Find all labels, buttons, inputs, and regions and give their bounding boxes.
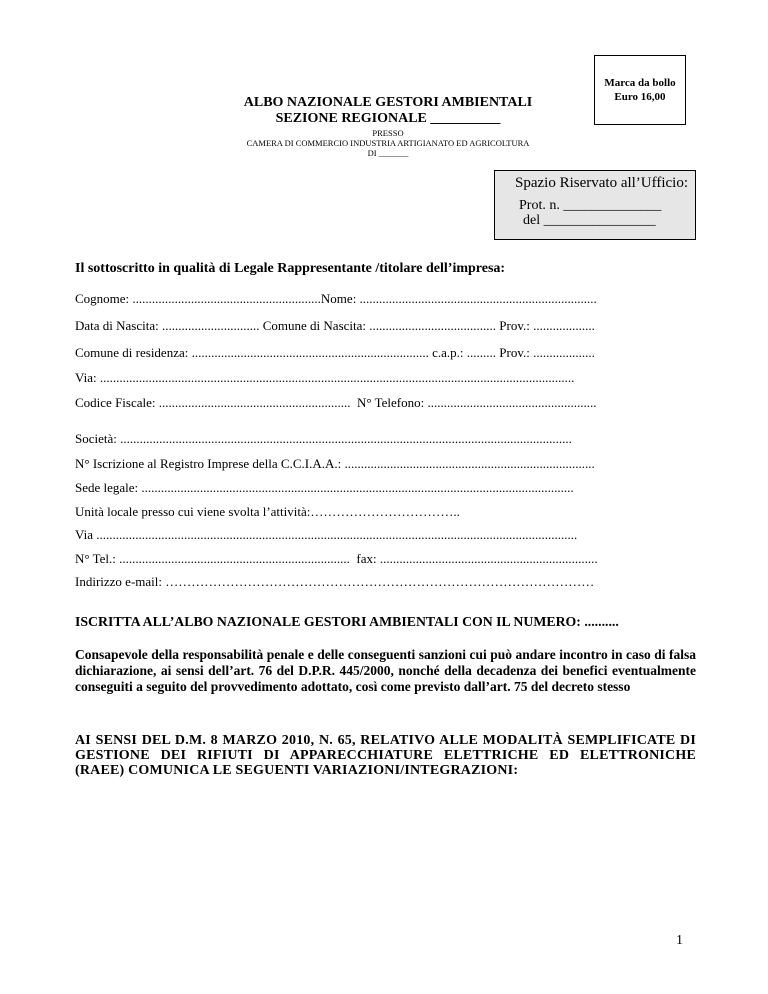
field-prov-residenza[interactable]: Prov.: ................... xyxy=(499,345,595,360)
field-prov-nascita[interactable]: Prov.: ................... xyxy=(499,318,595,333)
stamp-line-2: Euro 16,00 xyxy=(614,91,666,103)
row-cognome-nome xyxy=(75,291,695,307)
stamp-line-1: Marca da bollo xyxy=(604,77,676,89)
field-sede-legale[interactable]: Sede legale: ..................................................................................................................................... xyxy=(75,480,574,495)
field-cognome[interactable]: Cognome: .......................................................... xyxy=(75,291,321,306)
field-via[interactable]: Via: .................................................................................................................................................. xyxy=(75,370,575,385)
row-cf-telefono xyxy=(75,395,695,411)
field-societa[interactable]: Società: ........................................................................................................................................... xyxy=(75,431,572,446)
office-del: del ________________ xyxy=(523,213,656,228)
field-comune-residenza[interactable]: Comune di residenza: ......................................................................... xyxy=(75,345,429,360)
office-title: Spazio Riservato all’Ufficio: xyxy=(515,175,689,191)
field-data-nascita[interactable]: Data di Nascita: .............................. xyxy=(75,318,260,333)
field-telefono[interactable]: N° Telefono: .................................................... xyxy=(357,395,597,410)
field-unita-locale[interactable]: Unità locale presso cui viene svolta l’attività:…………………………….. xyxy=(75,504,460,519)
header-di: DI _______ xyxy=(367,148,409,158)
header-presso: PRESSO xyxy=(372,128,404,138)
field-fax[interactable]: fax: ................................................................... xyxy=(356,551,598,566)
field-via-unita[interactable]: Via .................................................................................................................................................... xyxy=(75,527,578,542)
stamp-box xyxy=(594,55,686,125)
office-prot: Prot. n. ______________ xyxy=(519,198,662,213)
intro-text: Il sottoscritto in qualità di Legale Rappresentante /titolare dell’impresa: xyxy=(75,261,506,276)
header-camera: CAMERA DI COMMERCIO INDUSTRIA ARTIGIANATO ED AGRICOLTURA xyxy=(246,138,530,148)
row-tel-fax xyxy=(75,551,695,567)
field-iscrizione-registro[interactable]: N° Iscrizione al Registro Imprese della C.C.I.A.A.: ............................................................................. xyxy=(75,456,595,471)
row-residenza xyxy=(75,345,695,361)
iscritta-statement: ISCRITTA ALL’ALBO NAZIONALE GESTORI AMBIENTALI CON IL NUMERO: .......... xyxy=(75,614,619,629)
field-cap[interactable]: c.a.p.: ......... xyxy=(432,345,497,360)
field-tel[interactable]: N° Tel.: ....................................................................... xyxy=(75,551,350,566)
office-reserved-box xyxy=(494,170,696,240)
field-nome[interactable]: Nome: ......................................................................... xyxy=(320,291,597,306)
header-title-2: SEZIONE REGIONALE __________ xyxy=(275,111,501,126)
field-comune-nascita[interactable]: Comune di Nascita: ....................................... xyxy=(262,318,497,333)
ai-sensi-paragraph: AI SENSI DEL D.M. 8 MARZO 2010, N. 65, RELATIVO ALLE MODALITÀ SEMPLIFICATE DI GESTIONE DEI RIFIUTI DI APPARECCHIATURE ELETTRICHE ED ELETTRONICHE (RAEE) COMUNICA LE SEGUENTI VARIAZIONI/INTEGRAZIONI: xyxy=(75,733,696,778)
header-title-1: ALBO NAZIONALE GESTORI AMBIENTALI xyxy=(243,95,533,110)
field-email[interactable]: Indirizzo e-mail: ……………………………………………………………………………………… xyxy=(75,574,595,589)
page-number: 1 xyxy=(676,933,683,948)
consapevole-paragraph: Consapevole della responsabilità penale e delle conseguenti sanzioni cui può andare incontro in caso di falsa dichiarazione, ai sensi dell’art. 76 del D.P.R. 445/2000, nonché della decadenza dei benefici eventualmente conseguiti a seguito del provvedimento adottato, così come previsto dall’art. 75 del decreto stesso xyxy=(75,647,696,694)
row-nascita xyxy=(75,318,695,334)
field-codice-fiscale[interactable]: Codice Fiscale: ........................................................... xyxy=(75,395,351,410)
